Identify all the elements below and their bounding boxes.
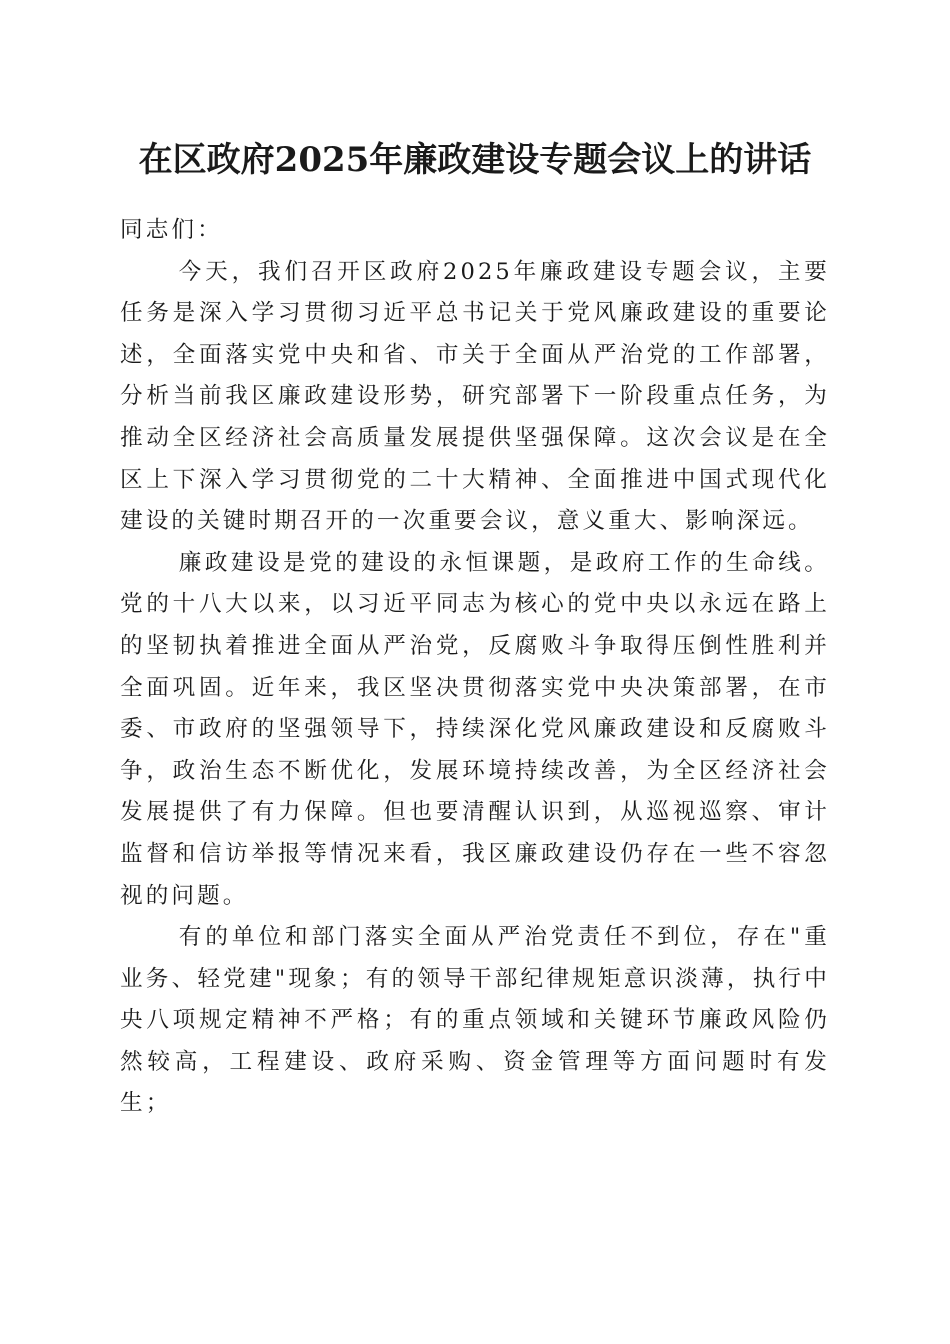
paragraph-2: 廉政建设是党的建设的永恒课题，是政府工作的生命线。党的十八大以来，以习近平同志为核心的党中央以永远在路上的坚韧执着推进全面从严治党，反腐败斗争取得压倒性胜利并全面巩固。近年来，我区坚决贯彻落实党中央决策部署，在市委、市政府的坚强领导下，持续深化党风廉政建设和反腐败斗争，政治生态不断优化，发展环境持续改善，为全区经济社会发展提供了有力保障。但也要清醒认识到，从巡视巡察、审计监督和信访举报等情况来看，我区廉政建设仍存在一些不容忽视的问题。	[120, 549, 830, 909]
document-title: 在区政府2025年廉政建设专题会议上的讲话	[138, 140, 812, 180]
paragraph-1: 今天，我们召开区政府2025年廉政建设专题会议，主要任务是深入学习贯彻习近平总书记关于党风廉政建设的重要论述，全面落实党中央和省、市关于全面从严治党的工作部署，分析当前我区廉政建设形势，研究部署下一阶段重点任务，为推动全区经济社会高质量发展提供坚强保障。这次会议是在全区上下深入学习贯彻党的二十大精神、全面推进中国式现代化建设的关键时期召开的一次重要会议，意义重大、影响深远。	[120, 258, 830, 535]
document-body	[120, 210, 830, 1125]
salutation: 同志们：	[120, 217, 223, 243]
paragraph-3: 有的单位和部门落实全面从严治党责任不到位，存在"重业务、轻党建"现象；有的领导干部纪律规矩意识淡薄，执行中央八项规定精神不严格；有的重点领域和关键环节廉政风险仍然较高，工程建设、政府采购、资金管理等方面问题时有发生；	[120, 924, 830, 1117]
